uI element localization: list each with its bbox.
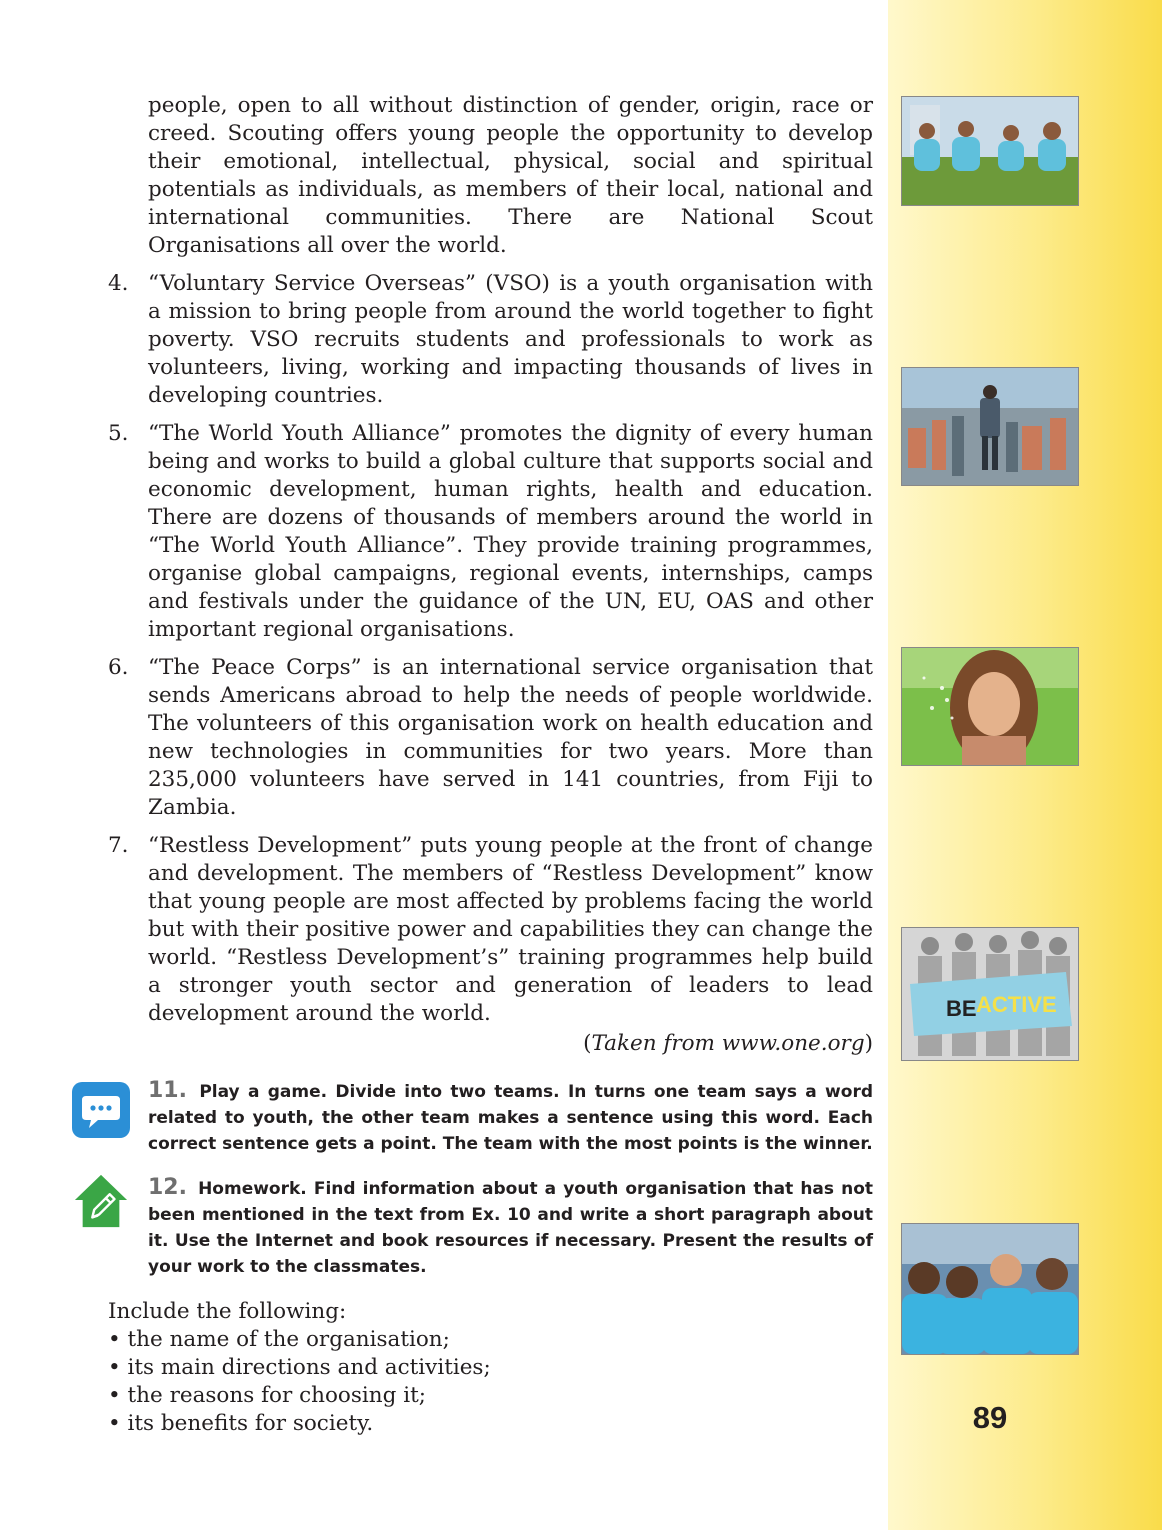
text-column	[108, 92, 873, 1438]
item-number: 4.	[108, 271, 129, 296]
item-number: 6.	[108, 655, 129, 680]
include-label: Include the following:	[108, 1299, 347, 1324]
task-11	[108, 1078, 873, 1157]
photo-scouts	[901, 96, 1079, 206]
photo-volunteers	[901, 1223, 1079, 1355]
list-item	[108, 270, 873, 410]
task-12	[108, 1175, 873, 1280]
sign-text-be: BE	[946, 996, 977, 1021]
task-text: Play a game. Divide into two teams. In turns one team says a word related to youth, the other team makes a sentence using this word. Each correct sentence gets a point. The team with the most points is the winner.	[148, 1082, 873, 1154]
photo-girl-blowing-flowers	[901, 647, 1079, 766]
speech-bubble-icon	[72, 1082, 130, 1138]
task-number: 11.	[148, 1078, 187, 1103]
list-item: • the reasons for choosing it;	[108, 1382, 873, 1410]
list-item	[108, 832, 873, 1028]
list-item: • its main directions and activities;	[108, 1354, 873, 1382]
photo-city-traveler	[901, 367, 1079, 486]
bullet-list	[108, 1326, 873, 1438]
pencil-house-icon	[72, 1173, 130, 1229]
sign-text-active: ACTIVE	[976, 992, 1057, 1017]
source-citation: (Taken from www.one.org)	[583, 1031, 873, 1056]
photo-be-active-sign	[901, 927, 1079, 1061]
list-item: • its benefits for society.	[108, 1410, 873, 1438]
page-number: 89	[972, 1400, 1008, 1435]
item-text: “The Peace Corps” is an international service organisation that sends Americans abroad to help the needs of people worldwide. The volunteers of this organisation work on health education and new technologies in communities for two years. More than 235,000 volunteers have served in 141 countries, from Fiji to Zambia.	[148, 655, 873, 820]
intro-paragraph: people, open to all without distinction of gender, origin, race or creed. Scouting offers young people the opportunity to develop their emotional, intellectual, physical, social and spiritual potentials as individuals, as members of their local, national and international communities. There are National Scout Organisations all over the world.	[148, 93, 873, 258]
item-number: 7.	[108, 833, 129, 858]
task-text: Homework. Find information about a youth organisation that has not been mentioned in the text from Ex. 10 and write a short paragraph about it. Use the Internet and book resources if necessary. Present the results of your work to the classmates.	[148, 1179, 873, 1277]
item-number: 5.	[108, 421, 129, 446]
task-number: 12.	[148, 1175, 187, 1200]
item-text: “Voluntary Service Overseas” (VSO) is a youth organisation with a mission to bring people from around the world together to fight poverty. VSO recruits students and professionals to work as volunteers, living, working and impacting thousands of lives in developing countries.	[148, 271, 873, 408]
item-text: “The World Youth Alliance” promotes the dignity of every human being and works to build a global culture that supports social and economic development, human rights, health and education. There are dozens of thousands of members around the world in “The World Youth Alliance”. They provide training programmes, organise global campaigns, regional events, internships, camps and festivals under the guidance of the UN, EU, OAS and other important regional organisations.	[148, 421, 873, 642]
item-text: “Restless Development” puts young people at the front of change and development. The members of “Restless Development” know that young people are most affected by problems facing the world but with their positive power and capabilities they can change the world. “Restless Development’s” training programmes help build a stronger youth sector and generation of leaders to lead development around the world.	[148, 833, 873, 1026]
list-item: • the name of the organisation;	[108, 1326, 873, 1354]
source-text: Taken from www.one.org	[591, 1031, 865, 1056]
list-item	[108, 654, 873, 822]
list-item	[108, 420, 873, 644]
